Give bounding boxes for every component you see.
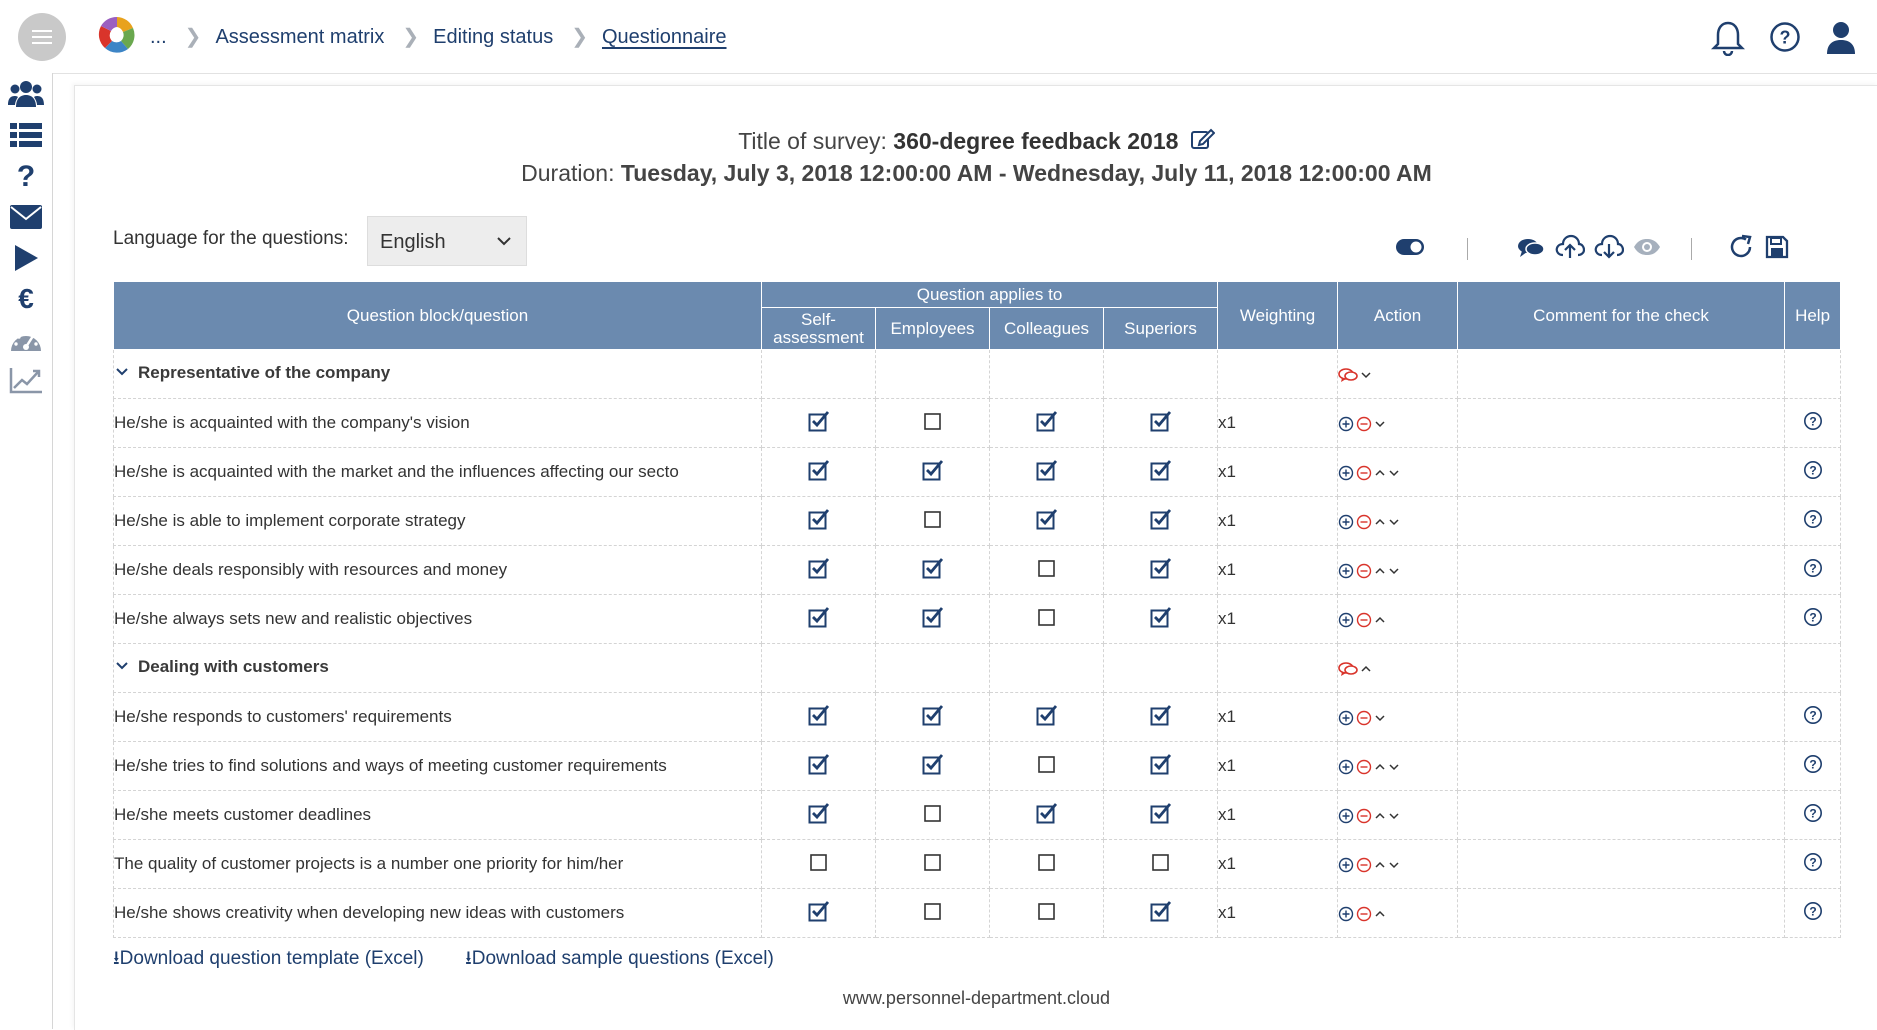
download-sample-label: Download sample questions (Excel) <box>471 948 774 969</box>
help-cell <box>1785 497 1841 546</box>
survey-title <box>75 128 1877 156</box>
checkbox-checked-icon[interactable] <box>808 508 830 535</box>
move-down-icon[interactable] <box>1388 761 1400 773</box>
move-up-icon[interactable] <box>1374 467 1386 479</box>
app-logo[interactable] <box>96 14 138 61</box>
help-circle-icon[interactable] <box>1803 754 1823 779</box>
checkbox-cell-colleagues <box>990 595 1104 644</box>
block-row <box>114 644 1841 693</box>
download-template-label: Download question template (Excel) <box>119 948 424 969</box>
checkbox-checked-icon[interactable] <box>922 753 944 780</box>
download-template-link[interactable] <box>113 948 447 969</box>
question-row <box>114 742 1841 791</box>
checkbox-unchecked-icon[interactable] <box>1150 851 1172 878</box>
checkbox-checked-icon[interactable] <box>808 802 830 829</box>
breadcrumb-assessment-matrix[interactable]: Assessment matrix <box>215 26 385 48</box>
language-select[interactable] <box>367 216 527 266</box>
help-cell <box>1785 595 1841 644</box>
header-self-line1: Self- <box>801 309 836 329</box>
help-cell <box>1785 791 1841 840</box>
play-icon[interactable] <box>8 241 44 275</box>
svg-text:€: € <box>18 283 34 313</box>
checkbox-cell-colleagues <box>990 693 1104 742</box>
checkbox-unchecked-icon[interactable] <box>1036 851 1058 878</box>
move-up-icon[interactable] <box>1374 908 1386 920</box>
users-icon[interactable] <box>8 77 44 111</box>
help-cell <box>1785 889 1841 938</box>
cloud-download-icon[interactable] <box>1594 234 1624 265</box>
add-circle-icon[interactable] <box>1338 563 1354 579</box>
block-title-cell[interactable] <box>114 644 762 693</box>
checkbox-cell-self <box>762 791 876 840</box>
add-circle-icon[interactable] <box>1338 906 1354 922</box>
edit-icon[interactable] <box>1191 128 1215 156</box>
checkbox-checked-icon[interactable] <box>808 459 830 486</box>
header-self-assessment <box>762 308 876 350</box>
checkbox-unchecked-icon[interactable] <box>922 802 944 829</box>
checkbox-cell-superiors <box>1104 546 1218 595</box>
question-row <box>114 595 1841 644</box>
svg-text:?: ? <box>1808 757 1817 771</box>
menu-button[interactable] <box>18 13 66 61</box>
add-circle-icon[interactable] <box>1338 416 1354 432</box>
bell-icon[interactable] <box>1711 20 1745 61</box>
svg-text:?: ? <box>1808 708 1817 722</box>
action-cell <box>1338 693 1458 742</box>
action-cell <box>1338 399 1458 448</box>
sidebar <box>0 73 53 1029</box>
toolbar-divider <box>1691 238 1692 260</box>
comment-cell[interactable] <box>1458 497 1785 546</box>
action-cell <box>1338 448 1458 497</box>
add-circle-icon[interactable] <box>1338 465 1354 481</box>
question-text[interactable]: He/she meets customer deadlines <box>114 791 762 840</box>
help-circle-icon[interactable] <box>1803 901 1823 926</box>
header-employees: Employees <box>876 308 990 350</box>
remove-circle-icon[interactable] <box>1356 612 1372 628</box>
block-title: Dealing with customers <box>138 657 329 676</box>
question-row <box>114 448 1841 497</box>
remove-circle-icon[interactable] <box>1356 710 1372 726</box>
header-colleagues: Colleagues <box>990 308 1104 350</box>
language-select-value: English <box>380 231 446 253</box>
survey-title-value: 360-degree feedback 2018 <box>893 128 1179 154</box>
checkbox-unchecked-icon[interactable] <box>922 410 944 437</box>
checkbox-checked-icon[interactable] <box>808 753 830 780</box>
help-cell <box>1785 448 1841 497</box>
help-circle-icon[interactable] <box>1803 411 1823 436</box>
user-icon[interactable] <box>1826 21 1856 60</box>
checkbox-checked-icon[interactable] <box>1150 557 1172 584</box>
svg-text:?: ? <box>1808 610 1817 624</box>
question-text[interactable]: He/she is acquainted with the company's vision <box>114 399 762 448</box>
checkbox-checked-icon[interactable] <box>1150 704 1172 731</box>
question-icon[interactable] <box>8 158 44 192</box>
comment-cell[interactable] <box>1458 546 1785 595</box>
breadcrumb-separator-icon: ❯ <box>571 26 588 48</box>
action-cell <box>1338 791 1458 840</box>
checkbox-cell-self <box>762 546 876 595</box>
block-empty-cell <box>1104 350 1218 399</box>
checkbox-checked-icon[interactable] <box>1036 410 1058 437</box>
checkbox-cell-superiors <box>1104 693 1218 742</box>
action-cell <box>1338 840 1458 889</box>
svg-text:?: ? <box>1808 855 1817 869</box>
header-applies-to: Question applies to <box>762 282 1218 308</box>
breadcrumb-separator-icon: ❯ <box>402 26 420 48</box>
help-cell <box>1785 693 1841 742</box>
add-circle-icon[interactable] <box>1338 514 1354 530</box>
comment-cell[interactable] <box>1458 693 1785 742</box>
help-circle-icon[interactable] <box>1803 803 1823 828</box>
question-row <box>114 497 1841 546</box>
checkbox-cell-colleagues <box>990 889 1104 938</box>
help-circle-icon[interactable] <box>1803 460 1823 485</box>
block-empty-cell <box>1218 644 1338 693</box>
checkbox-cell-self <box>762 742 876 791</box>
checkbox-cell-colleagues <box>990 791 1104 840</box>
block-empty-cell <box>1785 644 1841 693</box>
block-empty-cell <box>876 644 990 693</box>
block-comment-icon[interactable] <box>1338 367 1358 383</box>
question-row <box>114 693 1841 742</box>
download-icon: ⭳ <box>465 948 472 969</box>
checkbox-unchecked-icon[interactable] <box>922 900 944 927</box>
help-cell <box>1785 399 1841 448</box>
checkbox-checked-icon[interactable] <box>808 557 830 584</box>
checkbox-cell-employees <box>876 448 990 497</box>
breadcrumb-questionnaire[interactable]: Questionnaire <box>601 26 727 48</box>
main-panel <box>74 85 1877 1030</box>
checkbox-checked-icon[interactable] <box>1150 753 1172 780</box>
downloads <box>113 944 810 976</box>
remove-circle-icon[interactable] <box>1356 808 1372 824</box>
remove-circle-icon[interactable] <box>1356 514 1372 530</box>
checkbox-cell-colleagues <box>990 399 1104 448</box>
question-row <box>114 399 1841 448</box>
checkbox-unchecked-icon[interactable] <box>1036 557 1058 584</box>
download-icon: ⭳ <box>113 948 120 969</box>
question-text[interactable]: He/she deals responsibly with resources and money <box>114 546 762 595</box>
checkbox-cell-self <box>762 840 876 889</box>
remove-circle-icon[interactable] <box>1356 416 1372 432</box>
block-empty-cell <box>990 644 1104 693</box>
move-down-icon[interactable] <box>1388 467 1400 479</box>
comment-cell[interactable] <box>1458 399 1785 448</box>
question-row <box>114 546 1841 595</box>
checkbox-cell-self <box>762 595 876 644</box>
add-circle-icon[interactable] <box>1338 612 1354 628</box>
checkbox-cell-self <box>762 889 876 938</box>
checkbox-cell-self <box>762 693 876 742</box>
weighting-value[interactable]: x1 <box>1218 742 1338 791</box>
add-circle-icon[interactable] <box>1338 759 1354 775</box>
header-question: Question block/question <box>114 282 762 350</box>
eye-icon[interactable] <box>1633 238 1661 261</box>
dashboard-icon[interactable] <box>8 323 44 357</box>
move-up-icon[interactable] <box>1374 516 1386 528</box>
move-down-icon[interactable] <box>1388 859 1400 871</box>
breadcrumb-separator-icon: ❯ <box>184 26 202 48</box>
action-cell <box>1338 497 1458 546</box>
save-icon[interactable] <box>1765 235 1789 264</box>
checkbox-cell-employees <box>876 497 990 546</box>
question-row <box>114 889 1841 938</box>
checkbox-cell-employees <box>876 399 990 448</box>
checkbox-checked-icon[interactable] <box>922 459 944 486</box>
question-text[interactable]: He/she is able to implement corporate strategy <box>114 497 762 546</box>
euro-icon[interactable] <box>8 281 44 315</box>
top-bar <box>0 0 1877 74</box>
checkbox-cell-colleagues <box>990 546 1104 595</box>
question-text[interactable]: He/she is acquainted with the market and the influences affecting our secto <box>114 448 762 497</box>
survey-duration-label: Duration: <box>521 160 615 186</box>
question-text[interactable]: He/she tries to find solutions and ways of meeting customer requirements <box>114 742 762 791</box>
question-row <box>114 840 1841 889</box>
weighting-value[interactable]: x1 <box>1218 791 1338 840</box>
comments-icon[interactable] <box>1517 236 1545 265</box>
checkbox-checked-icon[interactable] <box>1036 704 1058 731</box>
checkbox-checked-icon[interactable] <box>1150 459 1172 486</box>
comment-cell[interactable] <box>1458 889 1785 938</box>
weighting-value[interactable]: x1 <box>1218 399 1338 448</box>
help-circle-icon[interactable] <box>1803 558 1823 583</box>
svg-text:?: ? <box>1808 512 1817 526</box>
header-weighting: Weighting <box>1218 282 1338 350</box>
block-empty-cell <box>762 350 876 399</box>
mail-icon[interactable] <box>8 200 44 234</box>
svg-text:?: ? <box>1779 27 1791 48</box>
checkbox-cell-colleagues <box>990 497 1104 546</box>
question-text[interactable]: He/she always sets new and realistic objectives <box>114 595 762 644</box>
breadcrumb <box>150 24 727 49</box>
remove-circle-icon[interactable] <box>1356 906 1372 922</box>
action-cell <box>1338 889 1458 938</box>
action-cell <box>1338 546 1458 595</box>
remove-circle-icon[interactable] <box>1356 759 1372 775</box>
help-circle-icon[interactable] <box>1803 607 1823 632</box>
survey-title-label: Title of survey: <box>738 128 887 154</box>
checkbox-checked-icon[interactable] <box>922 557 944 584</box>
weighting-value[interactable]: x1 <box>1218 595 1338 644</box>
checkbox-cell-superiors <box>1104 595 1218 644</box>
help-cell <box>1785 742 1841 791</box>
checkbox-cell-superiors <box>1104 399 1218 448</box>
chevron-down-icon[interactable] <box>114 658 130 679</box>
block-title-cell[interactable] <box>114 350 762 399</box>
move-up-icon[interactable] <box>1374 810 1386 822</box>
block-empty-cell <box>1458 350 1785 399</box>
weighting-value[interactable]: x1 <box>1218 840 1338 889</box>
help-circle-icon[interactable] <box>1803 509 1823 534</box>
questionnaire-body <box>114 350 1841 938</box>
move-down-icon[interactable] <box>1388 565 1400 577</box>
comment-cell[interactable] <box>1458 448 1785 497</box>
block-empty-cell <box>1785 350 1841 399</box>
chart-icon[interactable] <box>8 363 44 397</box>
move-up-icon[interactable] <box>1374 614 1386 626</box>
question-text[interactable]: He/she responds to customers' requirements <box>114 693 762 742</box>
checkbox-cell-employees <box>876 546 990 595</box>
help-cell <box>1785 840 1841 889</box>
svg-text:?: ? <box>1808 904 1817 918</box>
action-cell <box>1338 742 1458 791</box>
comment-cell[interactable] <box>1458 791 1785 840</box>
download-sample-link[interactable] <box>465 948 792 969</box>
header-action: Action <box>1338 282 1458 350</box>
checkbox-checked-icon[interactable] <box>808 410 830 437</box>
checkbox-cell-colleagues <box>990 742 1104 791</box>
help-circle-icon[interactable] <box>1803 852 1823 877</box>
block-title: Representative of the company <box>138 363 391 382</box>
weighting-value[interactable]: x1 <box>1218 546 1338 595</box>
breadcrumb-ellipsis[interactable]: ... <box>150 26 167 48</box>
checkbox-cell-employees <box>876 889 990 938</box>
chevron-down-icon[interactable] <box>114 364 130 385</box>
checkbox-checked-icon[interactable] <box>808 900 830 927</box>
remove-circle-icon[interactable] <box>1356 563 1372 579</box>
checkbox-cell-superiors <box>1104 840 1218 889</box>
svg-text:?: ? <box>1808 561 1817 575</box>
block-empty-cell <box>1104 644 1218 693</box>
checkbox-unchecked-icon[interactable] <box>922 508 944 535</box>
question-text[interactable]: The quality of customer projects is a number one priority for him/her <box>114 840 762 889</box>
checkbox-cell-superiors <box>1104 448 1218 497</box>
checkbox-cell-employees <box>876 791 990 840</box>
checkbox-unchecked-icon[interactable] <box>1036 606 1058 633</box>
survey-duration-value: Tuesday, July 3, 2018 12:00:00 AM - Wednesday, July 11, 2018 12:00:00 AM <box>620 160 1432 186</box>
checkbox-unchecked-icon[interactable] <box>1036 753 1058 780</box>
checkbox-cell-colleagues <box>990 840 1104 889</box>
refresh-icon[interactable] <box>1728 234 1754 265</box>
move-up-icon[interactable] <box>1374 859 1386 871</box>
remove-circle-icon[interactable] <box>1356 857 1372 873</box>
checkbox-cell-employees <box>876 742 990 791</box>
block-empty-cell <box>762 644 876 693</box>
block-empty-cell <box>1218 350 1338 399</box>
survey-duration <box>75 160 1877 187</box>
block-empty-cell <box>876 350 990 399</box>
toggle-icon[interactable] <box>1395 237 1425 262</box>
checkbox-unchecked-icon[interactable] <box>1036 900 1058 927</box>
block-empty-cell <box>990 350 1104 399</box>
move-up-icon[interactable] <box>1374 565 1386 577</box>
checkbox-checked-icon[interactable] <box>1036 802 1058 829</box>
cloud-upload-icon[interactable] <box>1555 234 1585 265</box>
block-row <box>114 350 1841 399</box>
block-action-cell <box>1338 644 1458 693</box>
checkbox-cell-superiors <box>1104 742 1218 791</box>
svg-text:?: ? <box>1808 414 1817 428</box>
move-down-icon[interactable] <box>1374 418 1386 430</box>
header-superiors: Superiors <box>1104 308 1218 350</box>
move-down-icon[interactable] <box>1388 516 1400 528</box>
question-text[interactable]: He/she shows creativity when developing new ideas with customers <box>114 889 762 938</box>
checkbox-checked-icon[interactable] <box>1036 508 1058 535</box>
comment-cell[interactable] <box>1458 595 1785 644</box>
svg-text:?: ? <box>1808 463 1817 477</box>
chevron-down-icon <box>496 233 512 254</box>
svg-text:?: ? <box>1808 806 1817 820</box>
checkbox-cell-self <box>762 448 876 497</box>
block-empty-cell <box>1458 644 1785 693</box>
help-icon[interactable] <box>1769 21 1801 58</box>
remove-circle-icon[interactable] <box>1356 465 1372 481</box>
svg-text:?: ? <box>16 160 36 190</box>
checkbox-checked-icon[interactable] <box>808 704 830 731</box>
help-circle-icon[interactable] <box>1803 705 1823 730</box>
checkbox-cell-employees <box>876 693 990 742</box>
question-row <box>114 791 1841 840</box>
header-comment: Comment for the check <box>1458 282 1785 350</box>
weighting-value[interactable]: x1 <box>1218 889 1338 938</box>
move-up-icon[interactable] <box>1374 761 1386 773</box>
move-down-icon[interactable] <box>1360 369 1372 381</box>
action-cell <box>1338 595 1458 644</box>
help-cell <box>1785 546 1841 595</box>
checkbox-checked-icon[interactable] <box>922 606 944 633</box>
checkbox-checked-icon[interactable] <box>1150 802 1172 829</box>
checkbox-cell-self <box>762 497 876 546</box>
checkbox-cell-employees <box>876 840 990 889</box>
block-action-cell <box>1338 350 1458 399</box>
checkbox-cell-employees <box>876 595 990 644</box>
checkbox-unchecked-icon[interactable] <box>808 851 830 878</box>
checkbox-checked-icon[interactable] <box>808 606 830 633</box>
header-self-line2: assessment <box>773 327 864 347</box>
add-circle-icon[interactable] <box>1338 857 1354 873</box>
checkbox-cell-colleagues <box>990 448 1104 497</box>
header-help: Help <box>1785 282 1841 350</box>
checkbox-cell-superiors <box>1104 497 1218 546</box>
checkbox-checked-icon[interactable] <box>1036 459 1058 486</box>
breadcrumb-editing-status[interactable]: Editing status <box>433 26 554 48</box>
weighting-value[interactable]: x1 <box>1218 497 1338 546</box>
move-down-icon[interactable] <box>1388 810 1400 822</box>
add-circle-icon[interactable] <box>1338 710 1354 726</box>
checkbox-cell-self <box>762 399 876 448</box>
comment-cell[interactable] <box>1458 742 1785 791</box>
checkbox-checked-icon[interactable] <box>1150 606 1172 633</box>
questionnaire-table <box>113 281 1841 938</box>
checkbox-checked-icon[interactable] <box>1150 900 1172 927</box>
list-icon[interactable] <box>8 118 44 152</box>
language-label: Language for the questions: <box>113 228 349 249</box>
comment-cell[interactable] <box>1458 840 1785 889</box>
checkbox-unchecked-icon[interactable] <box>922 851 944 878</box>
move-down-icon[interactable] <box>1374 712 1386 724</box>
checkbox-cell-superiors <box>1104 791 1218 840</box>
move-up-icon[interactable] <box>1360 663 1372 675</box>
add-circle-icon[interactable] <box>1338 808 1354 824</box>
block-comment-icon[interactable] <box>1338 661 1358 677</box>
checkbox-checked-icon[interactable] <box>922 704 944 731</box>
footer-url[interactable]: www.personnel-department.cloud <box>842 988 1111 1008</box>
checkbox-cell-superiors <box>1104 889 1218 938</box>
weighting-value[interactable]: x1 <box>1218 448 1338 497</box>
checkbox-checked-icon[interactable] <box>1150 508 1172 535</box>
toolbar-divider <box>1467 238 1468 260</box>
weighting-value[interactable]: x1 <box>1218 693 1338 742</box>
checkbox-checked-icon[interactable] <box>1150 410 1172 437</box>
